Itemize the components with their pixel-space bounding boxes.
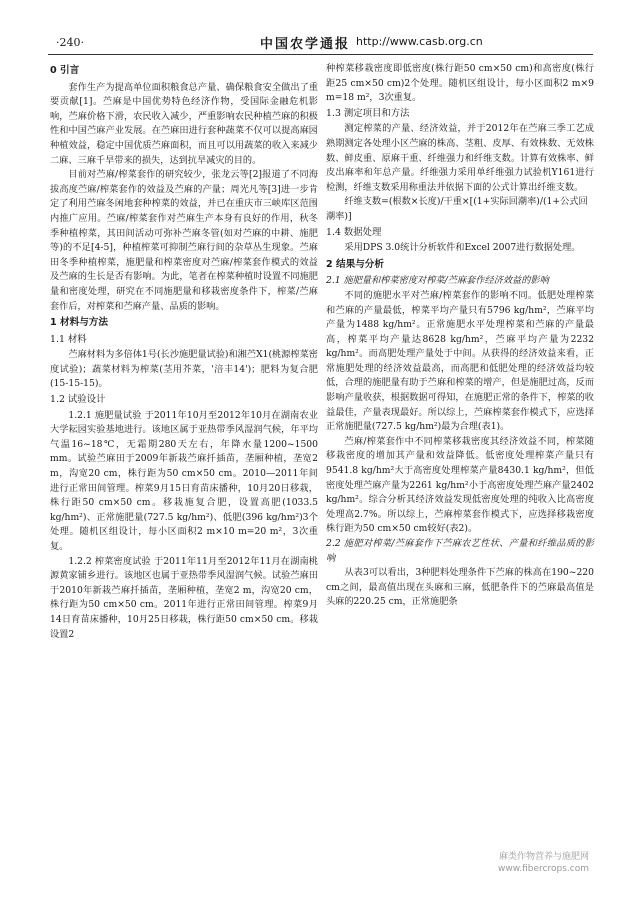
formula: 纤维支数=(根数×长度)/干重×[(1+实际回潮率)/(1+公式回潮率)] (326, 196, 588, 222)
left-column (50, 62, 318, 642)
body-paragraph: 1.2.2 榨菜密度试验 于2011年11月至2012年11月在湖南桃源黄家铺乡进行。该地区也属于亚热带季风湿润气候。试验苎麻田于2010年新栽苎麻扦插苗，垄厢种植，垄宽2 m，沟宽20 cm，株行距为50 cm×50 cm。2011年进行正常田间管理。榨菜9月14日育苗床播种，10月25日移栽，株行距50 cm×50 cm。移栽设置2 (50, 555, 318, 640)
watermark-line-1: 麻类作物营养与施肥网 (498, 852, 589, 862)
section-heading: 1 材料与方法 (50, 317, 108, 329)
body-paragraph: 采用DPS 3.0统计分析软件和Excel 2007进行数据处理。 (344, 242, 581, 254)
body-paragraph: 苎麻材料为多倍体1号(长沙施肥量试验)和湘苎X1(桃源榨菜密度试验)；蔬菜材料为榨菜(茎用芥菜，'涪丰14')；肥料为复合肥(15-15-15)。 (50, 349, 318, 390)
journal-name: 中国农学通报 (260, 37, 351, 52)
body-paragraph: 目前对苎麻/榨菜套作的研究较少，张龙云等[2]报道了不同海拔高度苎麻/榨菜套作的效益及苎麻的产量；周光凡等[3]进一步肯定了利用苎麻冬闲地套种榨菜的效益，并已在重庆市三峡库区范围内推广应用。苎麻/榨菜套作对苎麻生产本身有良好的作用，秋冬季种植榨菜，其田间活动可弥补苎麻冬管(如对苎麻的中耕、施肥等)的不足[4-5]，种植榨菜可抑制苎麻行间的杂草丛生现象。苎麻田冬季种植榨菜，施肥量和榨菜密度对苎麻/榨菜套作模式的效益及苎麻的生长是否有影响。为此，笔者在榨菜种植时设置不同施肥量和密度处理，研究在不同施肥量和移栽密度条件下，榨菜/苎麻套作后，对榨菜和苎麻产量、品质的影响。 (50, 169, 318, 312)
subsection-heading: 1.3 测定项目和方法 (326, 107, 410, 119)
section-heading: 2 结果与分析 (326, 258, 384, 270)
journal-url[interactable]: http://www.casb.org.cn (356, 35, 483, 48)
body-paragraph: 套作生产为提高单位面积粮食总产量、确保粮食安全做出了重要贡献[1]。苎麻是中国优势特色经济作物，受国际金融危机影响，苎麻价格下滑，农民收入减少，严重影响农民种植苎麻的积极性和中国苎麻产业发展。在苎麻田进行套种蔬菜不仅可以提高麻园种植效益，稳定中国优质苎麻面积，而且可以用蔬菜的收入来减少二麻、三麻千旱带来的损失，达到抗旱减灾的目的。 (50, 81, 318, 166)
subsection-heading: 2.2 施肥对榨菜/苎麻套作下苎麻农艺性状、产量和纤维品质的影响 (326, 538, 594, 564)
section-heading: 0 引言 (50, 65, 80, 76)
body-paragraph: 1.2.1 施肥量试验 于2011年10月至2012年10月在湖南农业大学耘园实验基地进行。该地区属于亚热带季风湿润气候，年平均气温16~18℃，无霜期280天左右，年降水量1200~1500 mm。试验苎麻田于2009年新栽苎麻扦插苗，垄厢种植，垄宽2 m，沟宽20 cm，株行距为50 cm×50 cm。2010—2011年间进行正常田间管理。榨菜9月15日育苗床播种，10月20日移栽，株行距50 cm×50 cm。移栽施复合肥，设置高肥(1033.5 kg/hm²)、正常施肥量(727.5 kg/hm²)、低肥(396 kg/hm²)3个处理。随机区组设计，每小区面积2 m×10 m=20 m²，3次重复。 (50, 409, 318, 552)
running-header (48, 28, 593, 55)
body-paragraph: 苎麻/榨菜套作中不同榨菜移栽密度其经济效益不同，榨菜随移栽密度的增加其产量和效益降低。低密度处理榨菜产量只有9541.8 kg/hm²大于高密度处理榨菜产量8430.1 kg/hm²，但低密度处理苎麻产量为2261 kg/hm²小于高密度处理苎麻产量2402 kg/hm²。综合分析其经济效益发现低密度处理的纯收入比高密度处理高2.7%。所以综上，苎麻榨菜套作模式下，应选择移栽密度株行距为50 cm×50 cm较好(表2)。 (326, 435, 594, 535)
body-paragraph: 不同的施肥水平对苎麻/榨菜套作的影响不同。低肥处理榨菜和苎麻的产量最低，榨菜平均产量只有5796 kg/hm²，苎麻平均产量为1488 kg/hm²。正常施肥水平处理榨菜和苎麻的产量最高，榨菜平均产量达8628 kg/hm²，苎麻平均产量为2232 kg/hm²。而高肥处理产量处于中间。从获得的经济效益来看，正常施肥处理的经济效益最高，而高肥和低肥处理的经济效益均较低，合理的施肥量有助于苎麻和榨菜的增产，但是施肥过高，反而影响产量收获，根据数据可得知，在施肥正常的条件下，榨菜的收益最佳，产量表现最好。所以综上，苎麻榨菜套作模式下，应选择正常施肥量(727.5 kg/hm²)最为合理(表1)。 (326, 289, 594, 433)
subsection-heading: 1.1 材料 (50, 333, 87, 345)
subsection-heading: 1.4 数据处理 (326, 226, 382, 238)
body-paragraph: 种榨菜移栽密度即低密度(株行距50 cm×50 cm)和高密度(株行距25 cm×50 cm)2个处理。随机区组设计，每小区面积2 m×9 m=18 m²，3次重复。 (326, 63, 594, 104)
body-paragraph: 从表3可以看出，3种肥料处理条件下苎麻的株高在190~220 cm之间，最高值出现在头麻和三麻，低肥条件下的苎麻最高值是头麻的220.25 cm，正常施肥条 (326, 567, 594, 608)
page-number: ·240· (56, 36, 84, 49)
subsection-heading: 2.1 施肥量和榨菜密度对榨菜/苎麻套作经济效益的影响 (326, 275, 549, 287)
right-column (326, 62, 594, 610)
site-watermark (498, 851, 589, 875)
watermark-line-2: www.fibercrops.com (498, 864, 589, 874)
body-paragraph: 测定榨菜的产量、经济效益，并于2012年在苎麻三季工艺成熟期测定各处理小区苎麻的株高、茎粗、皮厚、有效株数、无效株数、鲜皮重、原麻干重、纤维强力和纤维支数。计算有效株率、鲜皮出麻率和年总产量。纤维强力采用单纤维强力试验机Y161进行检测，纤维支数采用称重法并依据下面的公式计算出纤维支数。 (326, 123, 594, 193)
subsection-heading: 1.2 试验设计 (50, 394, 106, 406)
